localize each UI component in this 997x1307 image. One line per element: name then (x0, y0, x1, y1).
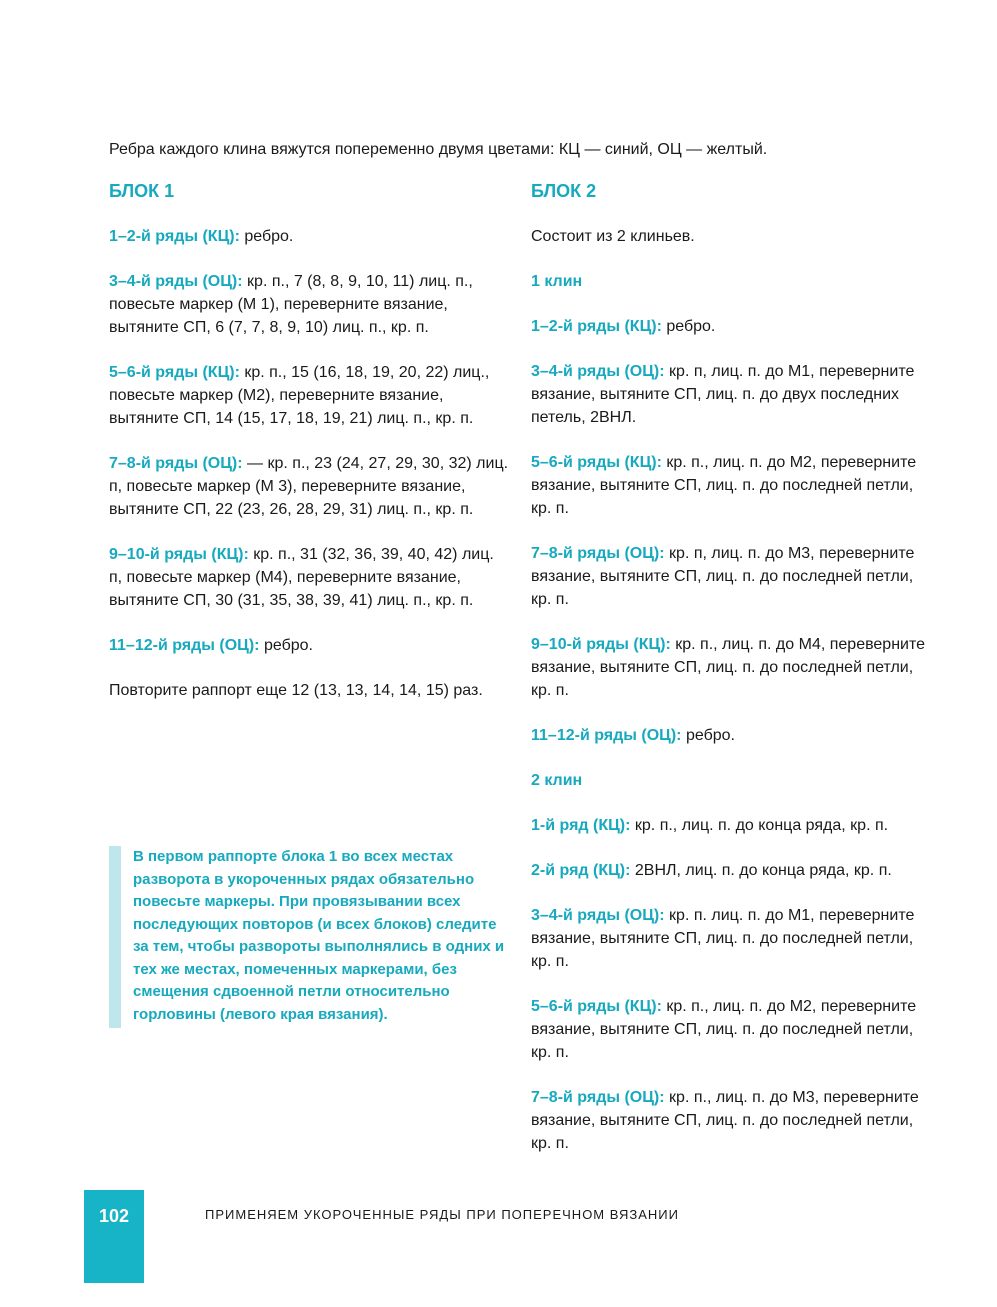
row-text: кр. п., лиц. п. до М4, переверните вязание, вытяните СП, лиц. п. до последней петли, кр. п. (531, 636, 926, 699)
row-text: кр. п., лиц. п. до М2, переверните вязание, вытяните СП, лиц. п. до последней петли, кр. п. (531, 998, 917, 1061)
row-label: 3–4-й ряды (ОЦ): (531, 363, 665, 380)
block1-row (109, 452, 509, 521)
block1-row (109, 634, 509, 657)
wedge2-row (531, 904, 931, 973)
wedge2-row (531, 814, 931, 837)
row-text: кр. п., 15 (16, 18, 19, 20, 22) лиц., повесьте маркер (М2), переверните вязание, вытяните СП, 14 (15, 17, 18, 19, 21) лиц. п., кр. п. (109, 364, 490, 427)
intro-text: Ребра каждого клина вяжутся попеременно двумя цветами: КЦ — синий, ОЦ — желтый. (109, 141, 768, 158)
row-label: 5–6-й ряды (КЦ): (531, 998, 662, 1015)
row-label: 5–6-й ряды (КЦ): (109, 364, 240, 381)
row-text: кр. п, лиц. п. до М3, переверните вязание, вытяните СП, лиц. п. до последней петли, кр. п. (531, 545, 915, 608)
block1-title: БЛОК 1 (109, 181, 175, 201)
wedge1-title: 1 клин (531, 273, 583, 290)
row-label: 3–4-й ряды (ОЦ): (109, 273, 243, 290)
row-text: кр. п. лиц. п. до М1, переверните вязание, вытяните СП, лиц. п. до последней петли, кр. п. (531, 907, 915, 970)
row-label: 7–8-й ряды (ОЦ): (531, 545, 665, 562)
row-label: 9–10-й ряды (КЦ): (109, 546, 249, 563)
row-text: кр. п., лиц. п. до конца ряда, кр. п. (630, 817, 889, 834)
wedge1-row (531, 451, 931, 520)
wedge1-row (531, 360, 931, 429)
row-label: 5–6-й ряды (КЦ): (531, 454, 662, 471)
column-left (109, 180, 509, 724)
wedge2-title: 2 клин (531, 772, 583, 789)
wedge2-row (531, 859, 931, 882)
block1-repeat: Повторите раппорт еще 12 (13, 13, 14, 14, 15) раз. (109, 682, 483, 699)
wedge1-row (531, 542, 931, 611)
row-text: ребро. (661, 318, 716, 335)
row-text: кр. п., лиц. п. до М3, переверните вязание, вытяните СП, лиц. п. до последней петли, кр. п. (531, 1089, 919, 1152)
running-title: ПРИМЕНЯЕМ УКОРОЧЕННЫЕ РЯДЫ ПРИ ПОПЕРЕЧНОМ ВЯЗАНИИ (205, 1207, 679, 1222)
row-text: — кр. п., 23 (24, 27, 29, 30, 32) лиц. п, повесьте маркер (М 3), переверните вязание, вытяните СП, 22 (23, 26, 28, 29, 31) лиц. п., кр. п. (109, 455, 509, 518)
row-label: 7–8-й ряды (ОЦ): (109, 455, 243, 472)
block1-row (109, 270, 509, 339)
wedge1-row (531, 633, 931, 702)
block1-row (109, 225, 509, 248)
callout-note: В первом раппорте блока 1 во всех местах разворота в укороченных рядах обязательно повесьте маркеры. При провязывании всех последующих повторов (и всех блоков) следите за тем, чтобы развороты выполнялись в одних и тех же местах, помеченных маркерами, без смещения сдвоенной петли относительно горловины (левого края вязания). (109, 846, 509, 1028)
wedge2-row (531, 1086, 931, 1155)
row-text: ребро. (239, 228, 294, 245)
row-label: 1–2-й ряды (КЦ): (531, 318, 662, 335)
wedge1-row (531, 315, 931, 338)
row-text: кр. п., 7 (8, 8, 9, 10, 11) лиц. п., повесьте маркер (М 1), переверните вязание, вытяните СП, 6 (7, 7, 8, 9, 10) лиц. п., кр. п. (109, 273, 473, 336)
page-number: 102 (84, 1190, 144, 1283)
block2-intro: Состоит из 2 клиньев. (531, 228, 695, 245)
row-label: 1-й ряд (КЦ): (531, 817, 631, 834)
row-label: 11–12-й ряды (ОЦ): (109, 637, 260, 654)
column-right (531, 180, 931, 1177)
row-label: 9–10-й ряды (КЦ): (531, 636, 671, 653)
row-label: 2-й ряд (КЦ): (531, 862, 631, 879)
block1-row (109, 361, 509, 430)
row-text: 2ВНЛ, лиц. п. до конца ряда, кр. п. (630, 862, 892, 879)
row-text: кр. п, лиц. п. до М1, переверните вязание, вытяните СП, лиц. п. до двух последних петель, 2ВНЛ. (531, 363, 915, 426)
wedge2-row (531, 995, 931, 1064)
block1-row (109, 543, 509, 612)
row-label: 3–4-й ряды (ОЦ): (531, 907, 665, 924)
row-text: кр. п., 31 (32, 36, 39, 40, 42) лиц. п, повесьте маркер (М4), переверните вязание, вытяните СП, 30 (31, 35, 38, 39, 41) лиц. п., кр. п. (109, 546, 494, 609)
wedge1-row (531, 724, 931, 747)
row-label: 11–12-й ряды (ОЦ): (531, 727, 682, 744)
row-text: ребро. (259, 637, 313, 654)
row-label: 1–2-й ряды (КЦ): (109, 228, 240, 245)
row-text: ребро. (681, 727, 735, 744)
row-text: кр. п., лиц. п. до М2, переверните вязание, вытяните СП, лиц. п. до последней петли, кр. п. (531, 454, 917, 517)
row-label: 7–8-й ряды (ОЦ): (531, 1089, 665, 1106)
block2-title: БЛОК 2 (531, 181, 597, 201)
